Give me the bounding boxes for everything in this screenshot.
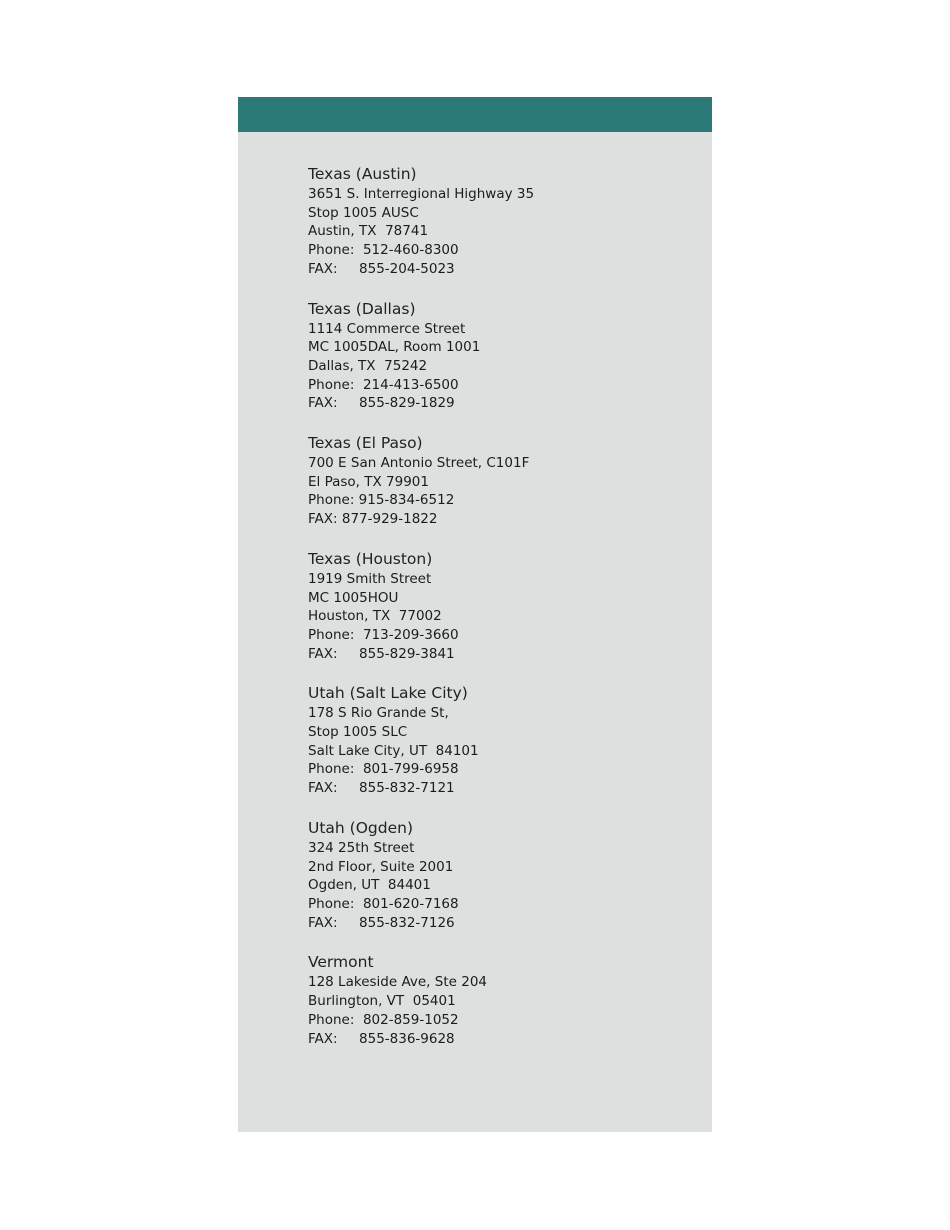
office-address-line: Ogden, UT 84401: [308, 877, 431, 894]
office-name: Texas (Dallas): [308, 299, 416, 318]
office-name: Texas (El Paso): [308, 434, 423, 453]
office-directory-panel: [238, 97, 712, 1132]
office-address-line: 3651 S. Interregional Highway 35: [308, 186, 535, 202]
office-address-line: Phone: 512-460-8300: [308, 242, 459, 259]
office-name: Utah (Ogden): [308, 818, 414, 837]
office-address-line: Phone: 801-620-7168: [308, 895, 459, 912]
office-address-line: 324 25th Street: [308, 839, 415, 856]
office-address-line: MC 1005DAL, Room 1001: [308, 339, 481, 356]
office-address-line: FAX: 855-204-5023: [308, 260, 455, 277]
office-address-line: Stop 1005 SLC: [308, 724, 408, 741]
office-address-line: FAX: 855-829-1829: [308, 395, 455, 412]
office-address-line: 1919 Smith Street: [308, 570, 432, 587]
office-address-line: Stop 1005 AUSC: [308, 204, 419, 221]
office-block: [308, 298, 698, 414]
office-address-line: 2nd Floor, Suite 2001: [308, 858, 454, 875]
office-address-line: Dallas, TX 75242: [308, 357, 428, 374]
office-address-line: FAX: 855-836-9628: [308, 1030, 455, 1047]
office-address-line: Phone: 713-209-3660: [308, 626, 459, 643]
office-address-line: Burlington, VT 05401: [308, 993, 456, 1010]
office-block: [308, 432, 698, 529]
office-address-line: 178 S Rio Grande St,: [308, 705, 449, 722]
office-block: [308, 817, 698, 933]
office-name: Vermont: [308, 953, 374, 972]
office-address-line: FAX: 855-832-7121: [308, 780, 455, 797]
office-address-line: 700 E San Antonio Street, C101F: [308, 455, 530, 472]
office-address-line: Austin, TX 78741: [308, 223, 429, 240]
office-address-line: Phone: 801-799-6958: [308, 761, 459, 778]
office-list: [308, 163, 698, 1067]
office-address-line: Salt Lake City, UT 84101: [308, 742, 479, 759]
office-address-line: 1114 Commerce Street: [308, 320, 466, 337]
header-bar: [238, 97, 712, 132]
office-address-line: El Paso, TX 79901: [308, 473, 429, 490]
office-block: [308, 548, 698, 664]
office-address-line: Phone: 915-834-6512: [308, 492, 455, 509]
office-name: Texas (Austin): [308, 165, 417, 183]
office-name: Utah (Salt Lake City): [308, 684, 468, 703]
office-block: [308, 951, 698, 1048]
office-address-line: FAX: 877-929-1822: [308, 511, 438, 528]
office-address-line: Houston, TX 77002: [308, 608, 442, 625]
office-address-line: FAX: 855-829-3841: [308, 645, 455, 662]
office-address-line: MC 1005HOU: [308, 589, 399, 606]
office-address-line: FAX: 855-832-7126: [308, 914, 455, 931]
office-name: Texas (Houston): [308, 549, 433, 568]
office-block: [308, 682, 698, 798]
office-address-line: Phone: 802-859-1052: [308, 1011, 459, 1028]
office-address-line: 128 Lakeside Ave, Ste 204: [308, 974, 487, 991]
office-block: [308, 163, 698, 279]
office-address-line: Phone: 214-413-6500: [308, 376, 459, 393]
